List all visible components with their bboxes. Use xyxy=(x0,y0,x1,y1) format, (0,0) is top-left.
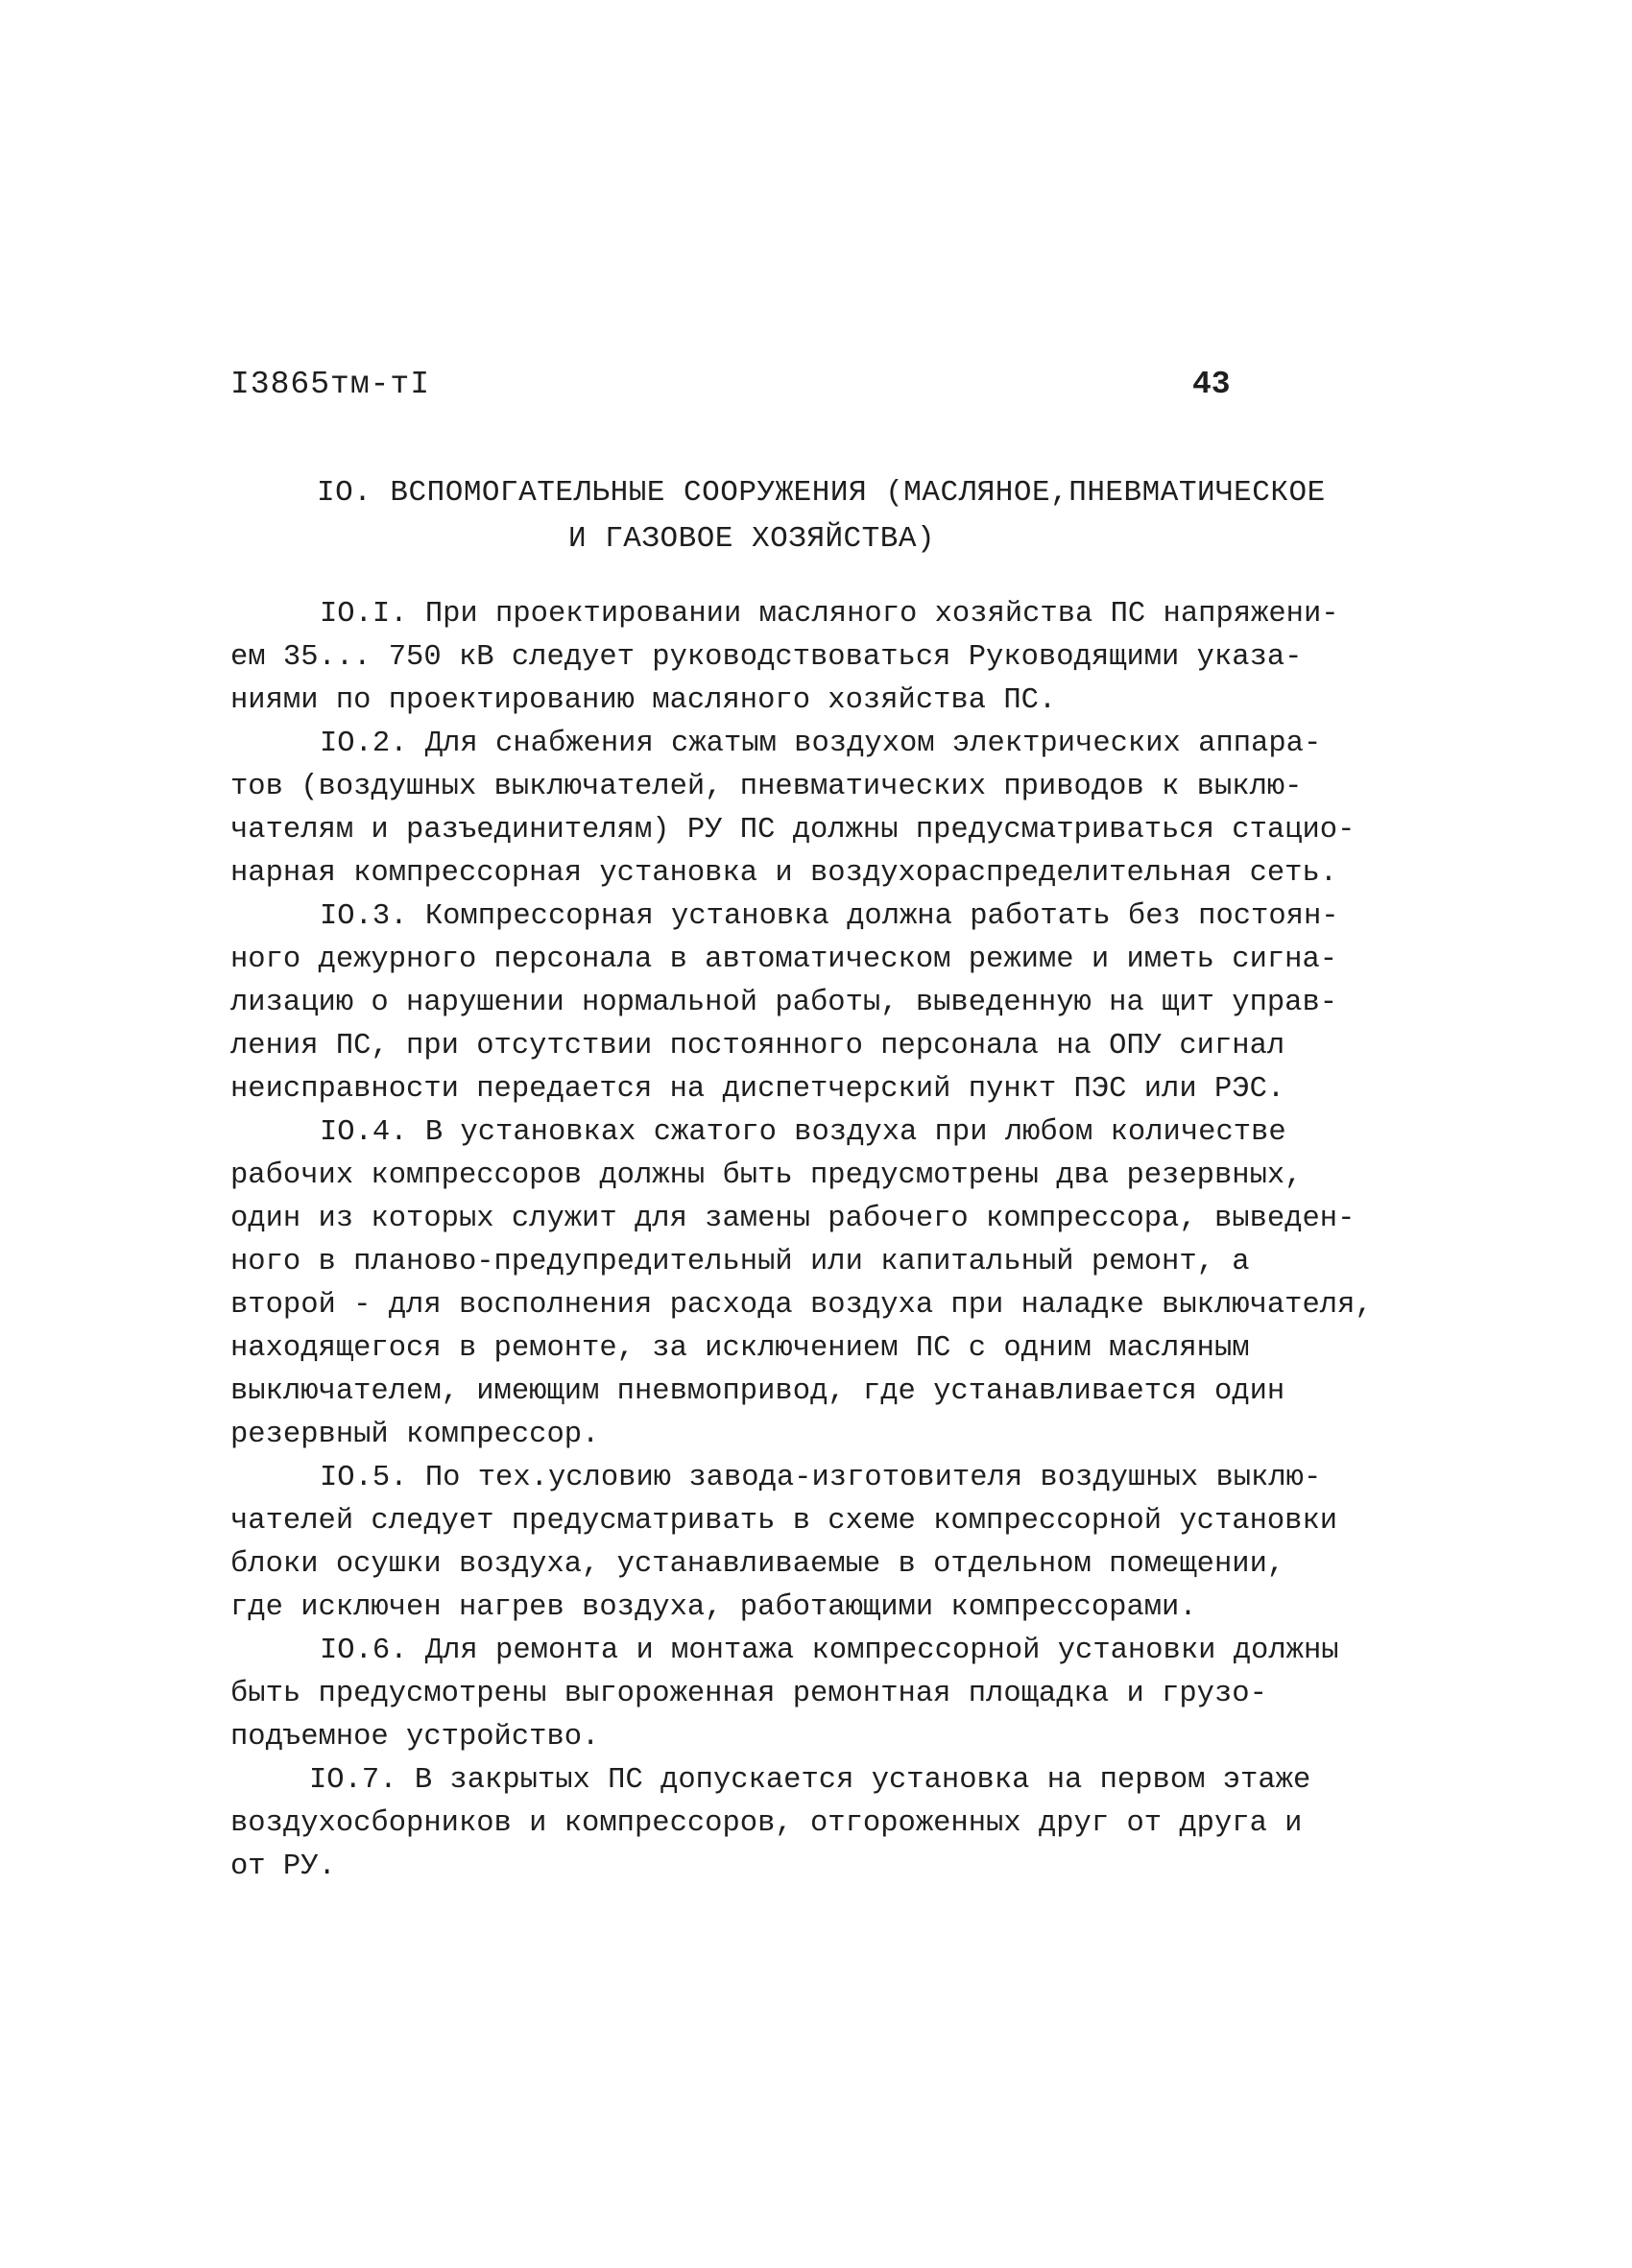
text-line: быть предусмотрены выгороженная ремонтная площадка и грузо- xyxy=(230,1678,1267,1710)
paragraph-10-6 xyxy=(230,1630,1411,1759)
section-heading-line-1: IO. ВСПОМОГАТЕЛЬНЫЕ СООРУЖЕНИЯ (МАСЛЯНОЕ,ПНЕВМАТИЧЕСКОЕ xyxy=(317,476,1326,510)
text-line: нарная компрессорная установка и воздухораспределительная сеть. xyxy=(230,857,1338,890)
body-text xyxy=(230,593,1411,1889)
text-line: ного дежурного персонала в автоматическом режиме и иметь сигна- xyxy=(230,943,1338,976)
section-heading xyxy=(317,470,1392,562)
text-line: чателей следует предусматривать в схеме компрессорной установки xyxy=(230,1505,1338,1538)
text-line: резервный компрессор. xyxy=(230,1419,600,1451)
paragraph-10-5 xyxy=(230,1457,1411,1630)
paragraph-10-7 xyxy=(230,1759,1411,1889)
section-heading-line-2: И ГАЗОВОЕ ХОЗЯЙСТВА) xyxy=(568,522,936,556)
page-number: 43 xyxy=(1192,367,1231,402)
text-line: IO.6. Для ремонта и монтажа компрессорной установки должны xyxy=(320,1635,1339,1667)
text-line: один из которых служит для замены рабочего компрессора, выведен- xyxy=(230,1203,1356,1235)
text-line: находящегося в ремонте, за исключением ПС с одним масляным xyxy=(230,1332,1250,1365)
text-line: ления ПС, при отсутствии постоянного персонала на ОПУ сигнал xyxy=(230,1030,1285,1062)
text-line: ем 35... 750 кВ следует руководствоваться Руководящими указа- xyxy=(230,641,1303,674)
text-line: IO.5. По тех.условию завода-изготовителя воздушных выклю- xyxy=(320,1462,1322,1494)
paragraph-10-4 xyxy=(230,1111,1411,1457)
text-line: лизацию о нарушении нормальной работы, выведенную на щит управ- xyxy=(230,987,1338,1019)
paragraph-10-1 xyxy=(230,593,1411,723)
text-line: неисправности передается на диспетчерский пункт ПЭС или РЭС. xyxy=(230,1073,1285,1106)
text-line: воздухосборников и компрессоров, отгороженных друг от друга и xyxy=(230,1807,1303,1840)
text-line: IO.7. В закрытых ПС допускается установка на первом этаже xyxy=(309,1764,1311,1797)
text-line: IO.I. При проектировании масляного хозяйства ПС напряжени- xyxy=(320,598,1339,631)
text-line: IO.3. Компрессорная установка должна работать без постоян- xyxy=(320,900,1339,933)
paragraph-10-3 xyxy=(230,895,1411,1111)
text-line: подъемное устройство. xyxy=(230,1721,600,1754)
text-line: тов (воздушных выключателей, пневматических приводов к выклю- xyxy=(230,771,1303,803)
paragraph-10-2 xyxy=(230,723,1411,895)
text-line: рабочих компрессоров должны быть предусмотрены два резервных, xyxy=(230,1159,1303,1192)
document-code: I3865тм-тI xyxy=(230,367,431,402)
text-line: ниями по проектированию масляного хозяйства ПС. xyxy=(230,684,1057,717)
text-line: блоки осушки воздуха, устанавливаемые в отдельном помещении, xyxy=(230,1548,1285,1581)
text-line: IO.2. Для снабжения сжатым воздухом электрических аппара- xyxy=(320,728,1322,760)
text-line: второй - для восполнения расхода воздуха при наладке выключателя, xyxy=(230,1289,1373,1322)
text-line: от РУ. xyxy=(230,1850,336,1883)
text-line: ного в планово-предупредительный или капитальный ремонт, а xyxy=(230,1246,1250,1278)
text-line: выключателем, имеющим пневмопривод, где устанавливается один xyxy=(230,1375,1285,1408)
text-line: IO.4. В установках сжатого воздуха при любом количестве xyxy=(320,1116,1286,1149)
text-line: где исключен нагрев воздуха, работающими компрессорами. xyxy=(230,1591,1197,1624)
text-line: чателям и разъединителям) РУ ПС должны предусматриваться стацио- xyxy=(230,814,1356,847)
